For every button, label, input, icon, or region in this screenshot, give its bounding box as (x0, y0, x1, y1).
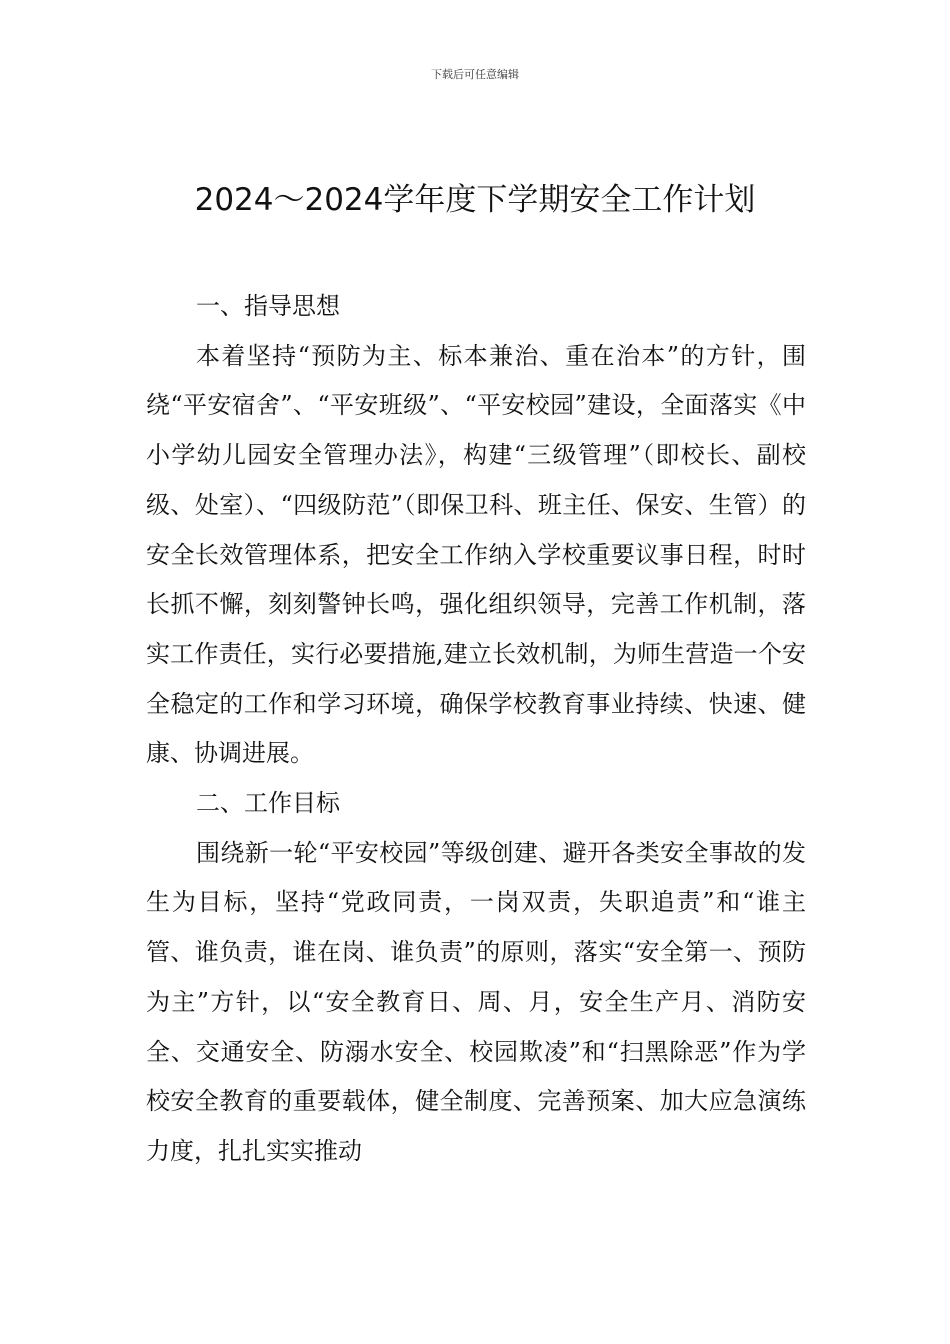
section-body-work-goals: 围绕新一轮“平安校园”等级创建、避开各类安全事故的发生为目标，坚持“党政同责，一岗双责，失职追责”和“谁主管、谁负责，谁在岗、谁负责”的原则，落实“安全第一、预防为主”方针，以“安全教育日、周、月，安全生产月、消防安全、交通安全、防溺水安全、校园欺凌”和“扫黑除恶”作为学校安全教育的重要载体，健全制度、完善预案、加大应急演练力度，扎扎实实推动 (146, 838, 806, 1165)
section-heading-work-goals: 二、工作目标 (196, 789, 340, 818)
section-body-guiding-ideology: 本着坚持“预防为主、标本兼治、重在治本”的方针，围绕“平安宿舍”、“平安班级”、“平安校园”建设，全面落实《中小学幼儿园安全管理办法》，构建“三级管理”（即校长、副校级、处室）、“四级防范”（即保卫科、班主任、保安、生管）的安全长效管理体系，把安全工作纳入学校重要议事日程，时时长抓不懈，刻刻警钟长鸣，强化组织领导，完善工作机制，落实工作责任，实行必要措施,建立长效机制，为师生营造一个安全稳定的工作和学习环境，确保学校教育事业持续、快速、健康、协调进展。 (146, 341, 806, 768)
document-title: 2024～2024学年度下学期安全工作计划 (194, 182, 756, 218)
section-heading-guiding-ideology: 一、指导思想 (196, 292, 340, 320)
document-body (146, 282, 806, 1177)
header-note: 下载后可任意编辑 (431, 68, 519, 81)
